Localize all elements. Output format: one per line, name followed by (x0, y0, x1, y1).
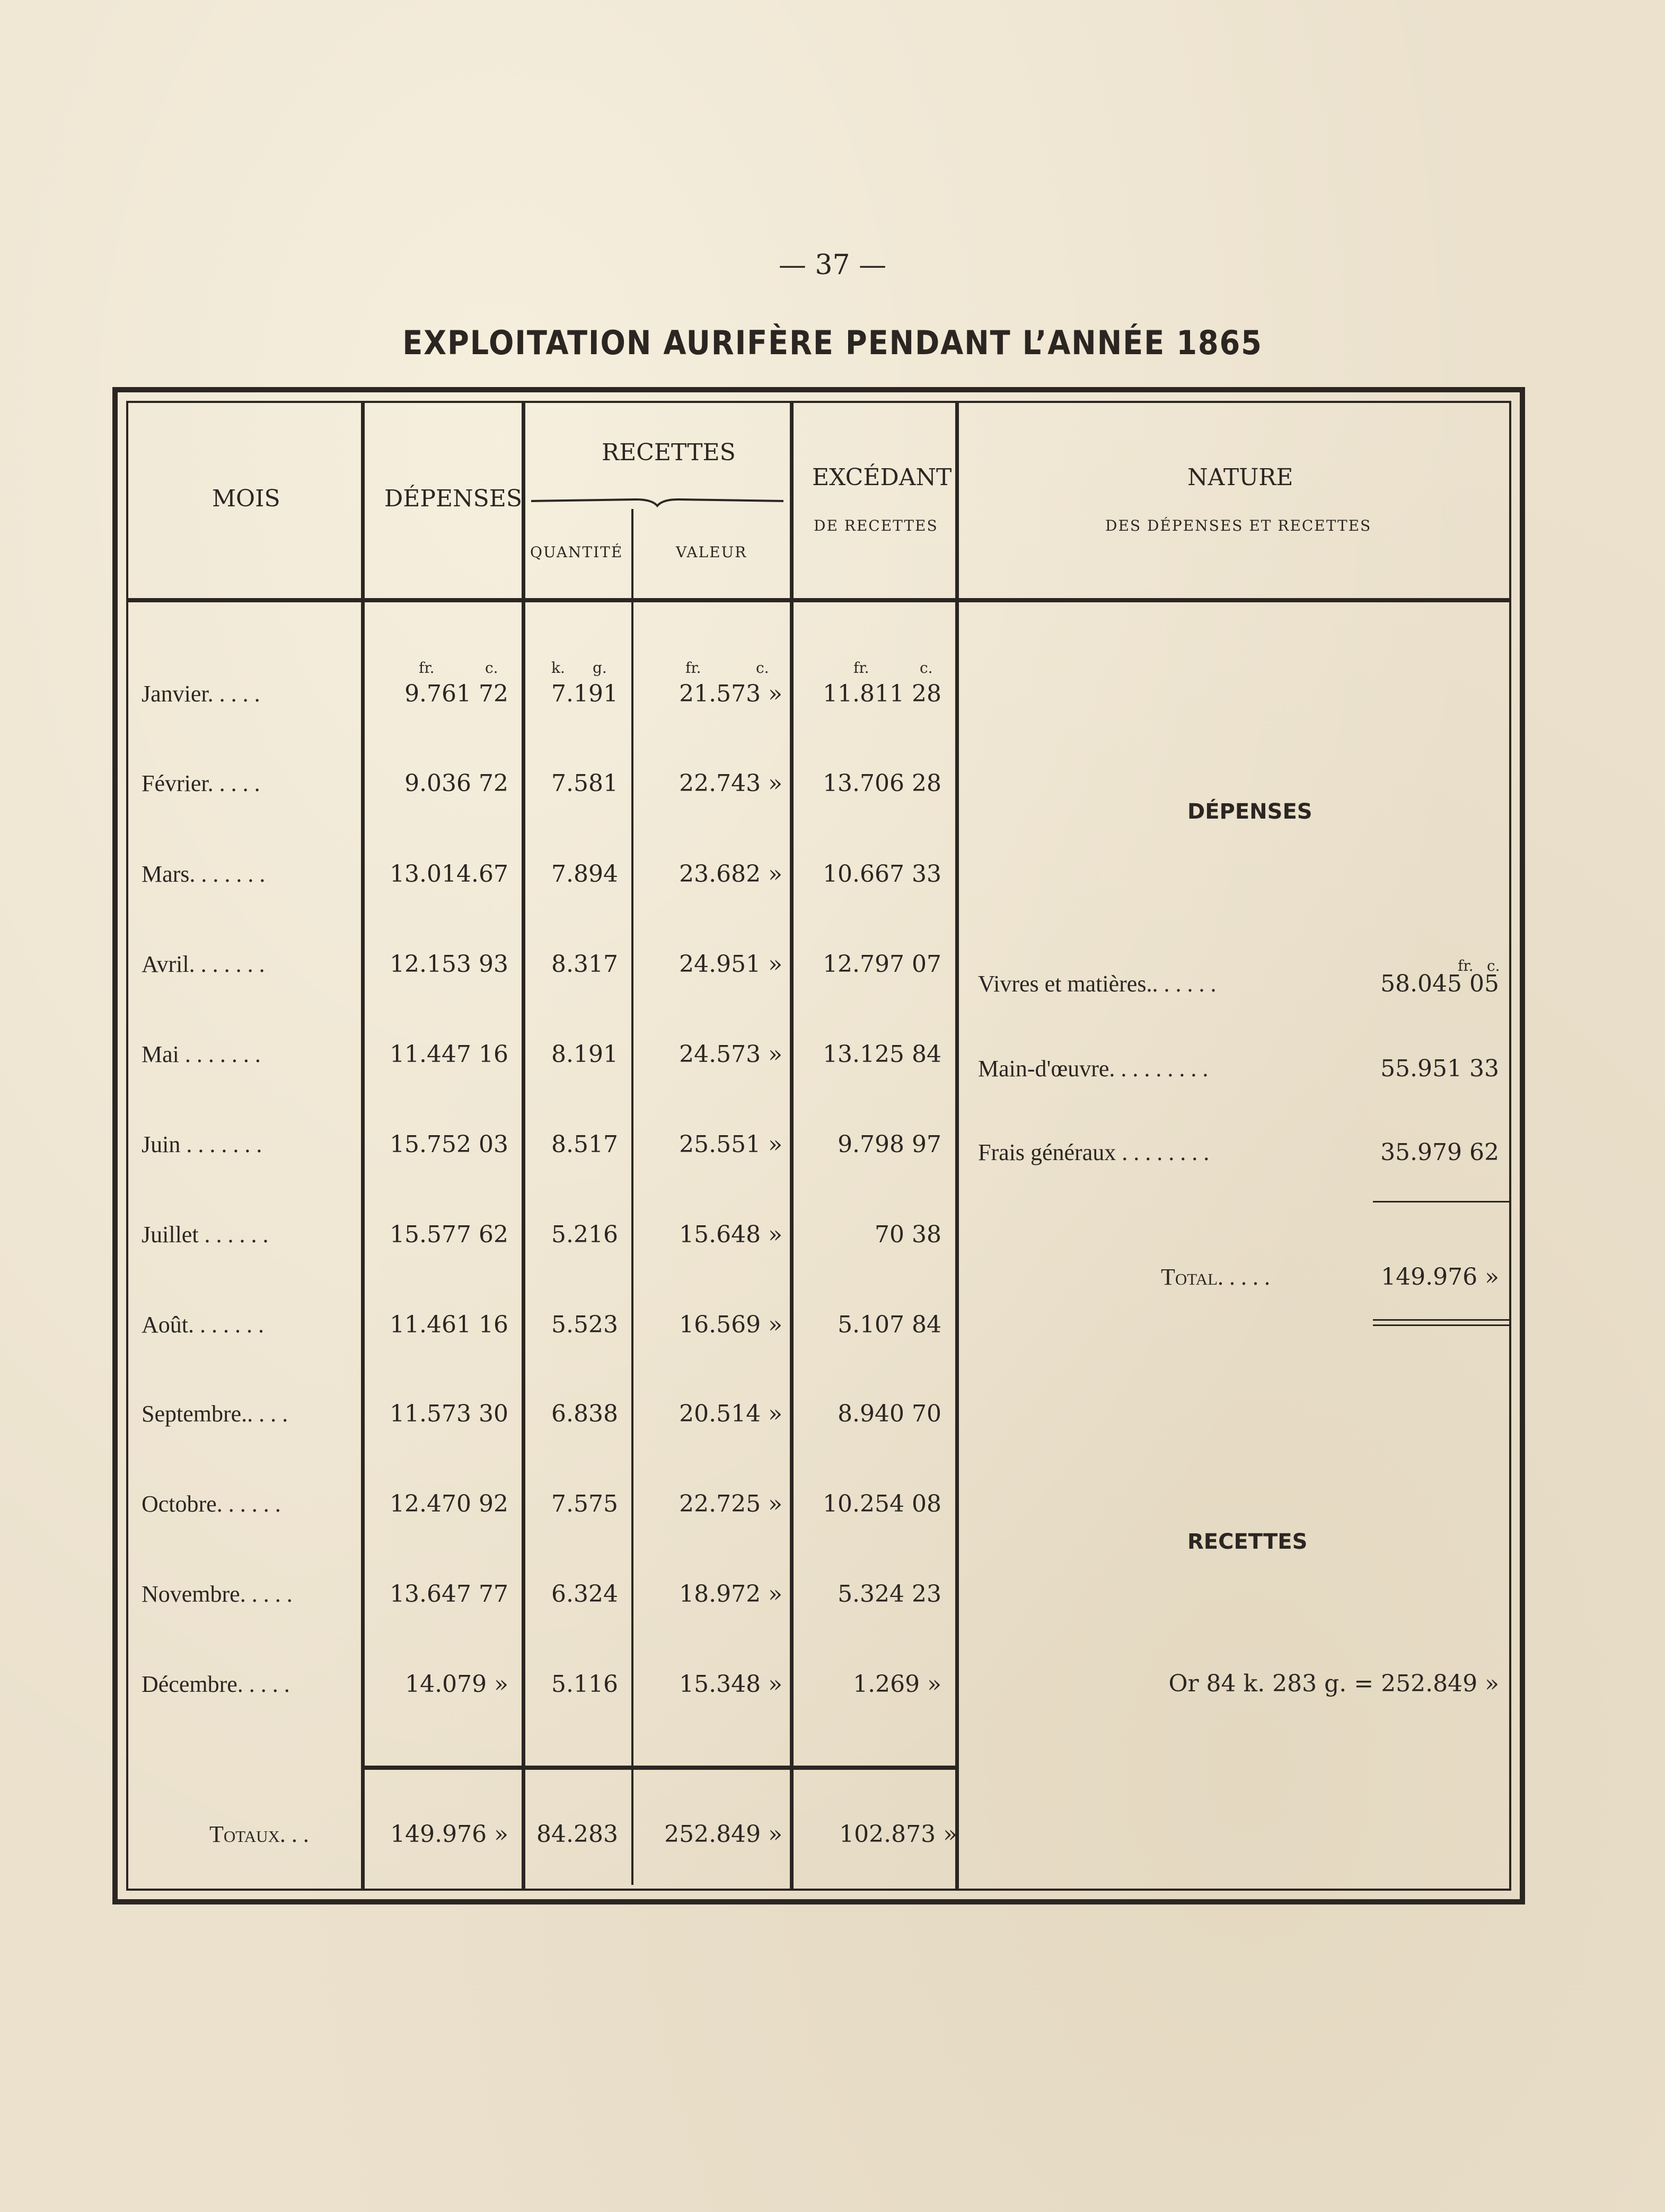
nature-item-label: Vivres et matières.. . . . . . (978, 971, 1217, 997)
nature-unit-c: c. (1487, 957, 1500, 975)
cell-mois: Mai . . . . . . . (142, 1041, 261, 1067)
cell-depenses: 14.079 » (405, 1671, 508, 1698)
cell-excedant: 13.125 84 (823, 1041, 941, 1068)
cell-valeur: 15.648 » (679, 1221, 782, 1248)
cell-mois: Août. . . . . . . (142, 1312, 264, 1338)
cell-depenses: 11.461 16 (390, 1311, 508, 1338)
cell-excedant: 11.811 28 (823, 680, 941, 707)
cell-excedant: 13.706 28 (823, 770, 941, 797)
header-excedant: EXCÉDANT (812, 464, 952, 491)
unit-k: k. (551, 659, 565, 677)
cell-excedant: 5.324 23 (838, 1581, 941, 1608)
nature-recettes-line: Or 84 k. 283 g. = 252.849 » (1168, 1670, 1499, 1697)
unit-c: c. (920, 659, 933, 677)
cell-depenses: 11.447 16 (390, 1041, 508, 1068)
cell-excedant: 10.254 08 (823, 1490, 941, 1517)
nature-recettes-heading: RECETTES (1187, 1530, 1308, 1554)
nature-item-amount: 58.045 05 (1380, 970, 1499, 997)
cell-depenses: 9.761 72 (404, 680, 508, 707)
cell-excedant: 9.798 97 (838, 1131, 941, 1158)
unit-g: g. (593, 659, 607, 677)
nature-double-rule-1 (1373, 1319, 1511, 1321)
cell-mois: Mars. . . . . . . (142, 861, 266, 887)
page-title: EXPLOITATION AURIFÈRE PENDANT L’ANNÉE 1865 (402, 323, 1263, 362)
totals-rule (365, 1766, 955, 1770)
cell-valeur: 24.951 » (679, 951, 782, 978)
col-rule-4 (955, 401, 959, 1891)
header-depenses: DÉPENSES (384, 485, 523, 512)
header-mois: MOIS (212, 485, 280, 512)
frame-inner-border (126, 401, 1511, 1891)
cell-valeur: 21.573 » (679, 680, 782, 707)
cell-depenses: 9.036 72 (404, 770, 508, 797)
cell-valeur: 22.725 » (679, 1490, 782, 1517)
cell-excedant: 1.269 » (853, 1671, 941, 1698)
cell-quantite: 7.575 (551, 1490, 618, 1517)
cell-mois: Décembre. . . . . (142, 1671, 290, 1697)
cell-depenses: 12.470 92 (390, 1490, 508, 1517)
header-recettes: RECETTES (602, 439, 736, 466)
nature-sum-rule (1373, 1201, 1511, 1202)
cell-mois: Janvier. . . . . (142, 681, 260, 707)
unit-fr: fr. (853, 659, 869, 677)
nature-item-amount: 55.951 33 (1380, 1055, 1499, 1082)
header-bottom-rule (126, 598, 1511, 602)
col-rule-2 (522, 401, 525, 1891)
unit-fr: fr. (419, 659, 435, 677)
col-rule-recettes-split (631, 509, 633, 1885)
unit-c: c. (756, 659, 769, 677)
totaux-quantite: 84.283 (536, 1821, 618, 1848)
cell-depenses: 13.014.67 (390, 861, 508, 888)
cell-mois: Septembre.. . . . (142, 1401, 288, 1427)
cell-mois: Juin . . . . . . . (142, 1131, 262, 1157)
cell-valeur: 23.682 » (679, 861, 782, 888)
cell-valeur: 16.569 » (679, 1311, 782, 1338)
cell-quantite: 8.317 (551, 951, 618, 978)
totaux-depenses: 149.976 » (390, 1821, 508, 1848)
cell-mois: Novembre. . . . . (142, 1581, 293, 1607)
recettes-brace (530, 493, 785, 509)
cell-valeur: 22.743 » (679, 770, 782, 797)
nature-item-label: Main-d'œuvre. . . . . . . . . (978, 1056, 1209, 1082)
header-quantite: QUANTITÉ (530, 543, 623, 561)
cell-valeur: 20.514 » (679, 1400, 782, 1427)
cell-quantite: 6.324 (551, 1581, 618, 1608)
cell-valeur: 25.551 » (679, 1131, 782, 1158)
cell-quantite: 5.216 (551, 1221, 618, 1248)
cell-depenses: 13.647 77 (390, 1581, 508, 1608)
cell-mois: Février. . . . . (142, 770, 260, 796)
nature-unit-fr: fr. (1458, 957, 1474, 975)
cell-depenses: 15.577 62 (390, 1221, 508, 1248)
header-nature: NATURE (1187, 464, 1293, 491)
header-valeur: VALEUR (676, 543, 747, 561)
cell-quantite: 6.838 (551, 1400, 618, 1427)
cell-excedant: 8.940 70 (838, 1400, 941, 1427)
cell-mois: Octobre. . . . . . (142, 1491, 281, 1517)
cell-mois: Juillet . . . . . . (142, 1222, 269, 1248)
totaux-valeur: 252.849 » (664, 1821, 782, 1848)
cell-quantite: 8.517 (551, 1131, 618, 1158)
cell-quantite: 7.581 (551, 770, 618, 797)
cell-quantite: 7.894 (551, 861, 618, 888)
page-number: — 37 — (778, 249, 887, 281)
header-excedant-sub: DE RECETTES (814, 517, 938, 534)
cell-quantite: 7.191 (551, 680, 618, 707)
unit-c: c. (485, 659, 498, 677)
nature-item-amount: 35.979 62 (1380, 1139, 1499, 1166)
col-rule-3 (790, 401, 794, 1891)
cell-mois: Avril. . . . . . . (142, 951, 265, 977)
cell-excedant: 70 38 (875, 1221, 941, 1248)
totaux-label: Totaux. . . (209, 1821, 309, 1847)
unit-fr: fr. (685, 659, 701, 677)
cell-depenses: 11.573 30 (390, 1400, 508, 1427)
cell-quantite: 8.191 (551, 1041, 618, 1068)
cell-valeur: 18.972 » (679, 1581, 782, 1608)
cell-excedant: 5.107 84 (838, 1311, 941, 1338)
cell-depenses: 12.153 93 (390, 951, 508, 978)
header-nature-sub: DES DÉPENSES ET RECETTES (1105, 517, 1372, 534)
cell-excedant: 10.667 33 (823, 861, 941, 888)
cell-quantite: 5.523 (551, 1311, 618, 1338)
nature-total-amount: 149.976 » (1381, 1263, 1499, 1291)
nature-total-label: Total. . . . . (1161, 1264, 1271, 1290)
totaux-excedant: 102.873 » (839, 1821, 957, 1848)
cell-valeur: 15.348 » (679, 1671, 782, 1698)
cell-quantite: 5.116 (551, 1671, 618, 1698)
cell-excedant: 12.797 07 (823, 951, 941, 978)
nature-double-rule-2 (1373, 1324, 1511, 1326)
cell-depenses: 15.752 03 (390, 1131, 508, 1158)
cell-valeur: 24.573 » (679, 1041, 782, 1068)
col-rule-1 (361, 401, 365, 1891)
nature-item-label: Frais généraux . . . . . . . . (978, 1139, 1210, 1165)
nature-depenses-heading: DÉPENSES (1187, 800, 1312, 824)
